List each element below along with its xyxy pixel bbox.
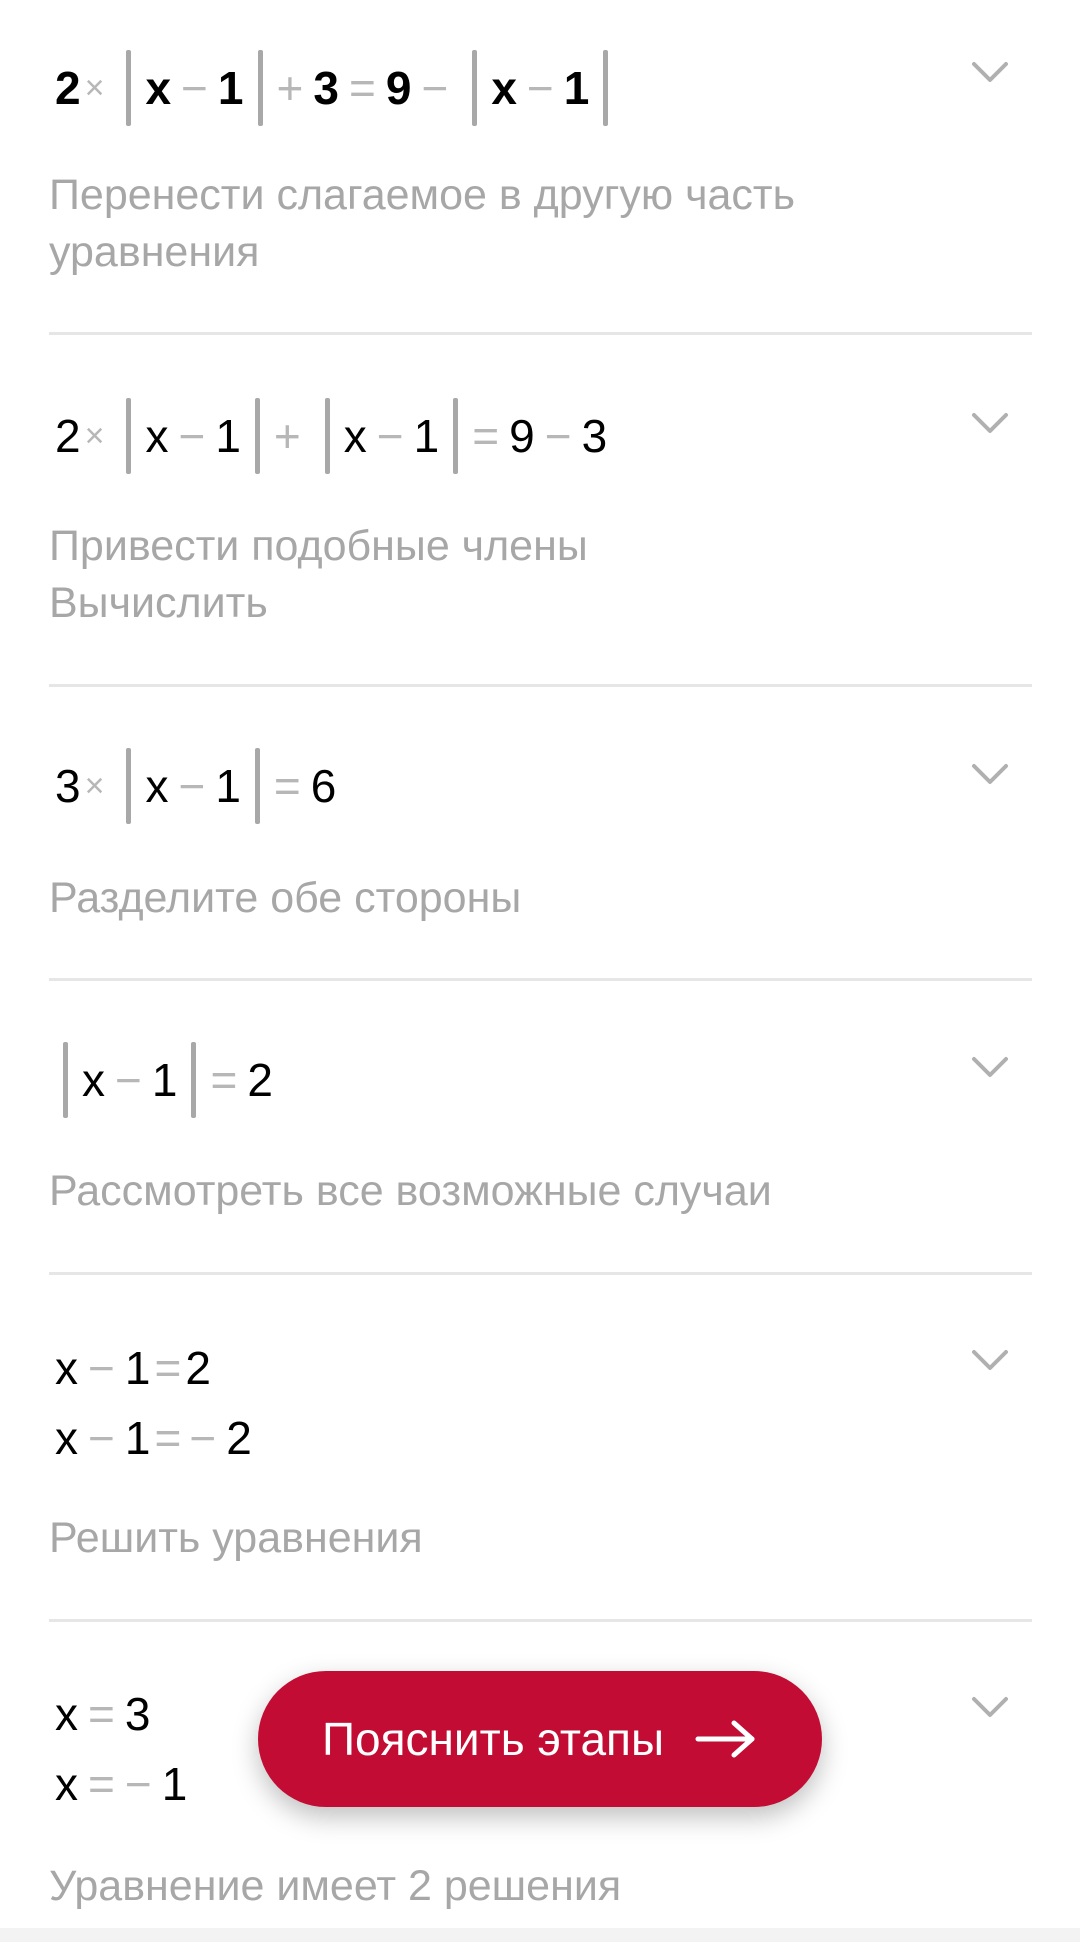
- divider: [49, 978, 1032, 981]
- minus-sign: −: [115, 1054, 142, 1106]
- minus-sign: −: [421, 62, 449, 114]
- variable: x: [343, 410, 367, 462]
- plus-sign: +: [276, 62, 304, 114]
- term: 1: [124, 1412, 151, 1464]
- variable: x: [55, 1758, 78, 1810]
- abs-bar-left: [126, 398, 131, 474]
- term: 6: [310, 760, 337, 812]
- plus-sign: +: [273, 410, 301, 462]
- chevron-down-icon[interactable]: [970, 403, 1010, 443]
- equals-sign: =: [273, 760, 301, 812]
- explain-steps-label: Пояснить этапы: [321, 1713, 665, 1765]
- minus-sign: −: [178, 410, 206, 462]
- term: 2: [55, 62, 81, 114]
- description-line: Вычислить: [49, 579, 268, 627]
- term: 1: [563, 62, 590, 114]
- step-2-equation: [55, 398, 607, 474]
- minus-sign: −: [178, 760, 206, 812]
- description-line: Перенести слагаемое в другую часть: [49, 171, 795, 219]
- equals-sign: =: [348, 62, 376, 114]
- minus-sign: −: [189, 1412, 217, 1464]
- step-3-equation: [55, 748, 336, 824]
- abs-bar-right: [258, 50, 263, 126]
- description-line: Решить уравнения: [49, 1514, 423, 1562]
- abs-bar-left: [325, 398, 330, 474]
- explain-steps-button[interactable]: [258, 1671, 822, 1807]
- minus-sign: −: [88, 1342, 115, 1394]
- term: 1: [151, 1054, 178, 1106]
- abs-bar-left: [472, 50, 477, 126]
- term: 9: [509, 410, 535, 462]
- term: 2: [55, 410, 81, 462]
- abs-bar-right: [453, 398, 458, 474]
- minus-sign: −: [181, 62, 208, 114]
- variable: x: [82, 1054, 105, 1106]
- term: 1: [413, 410, 440, 462]
- description-line: Уравнение имеет 2 решения: [49, 1862, 622, 1910]
- equals-sign: =: [88, 1758, 115, 1810]
- term: 1: [217, 62, 244, 114]
- equals-sign: =: [210, 1054, 238, 1106]
- times-sign: ×: [84, 417, 105, 455]
- step-6-description: [49, 1858, 949, 1915]
- bottom-bar: [0, 1928, 1080, 1942]
- term: 3: [124, 1688, 151, 1740]
- abs-bar-right: [255, 748, 260, 824]
- variable: x: [491, 62, 517, 114]
- variable: x: [55, 1412, 78, 1464]
- chevron-down-icon[interactable]: [970, 52, 1010, 92]
- description-line: Разделите обе стороны: [49, 874, 522, 922]
- arrow-right-icon: [694, 1719, 758, 1759]
- abs-bar-right: [191, 1042, 196, 1118]
- abs-bar-right: [603, 50, 608, 126]
- step-6-equation-line-2: [55, 1758, 188, 1810]
- step-1-description: [49, 167, 949, 281]
- variable: x: [145, 760, 169, 812]
- description-line: уравнения: [49, 228, 260, 276]
- variable: x: [145, 410, 169, 462]
- minus-sign: −: [544, 410, 572, 462]
- term: 1: [215, 410, 241, 462]
- step-5-equation-line-2: [55, 1412, 252, 1464]
- term: 2: [226, 1412, 252, 1464]
- minus-sign: −: [124, 1758, 152, 1810]
- term: 1: [215, 760, 241, 812]
- term: 1: [161, 1758, 188, 1810]
- minus-sign: −: [526, 62, 554, 114]
- chevron-down-icon[interactable]: [970, 754, 1010, 794]
- abs-bar-left: [126, 748, 131, 824]
- times-sign: ×: [84, 767, 105, 805]
- step-3-description: [49, 870, 949, 927]
- abs-bar-right: [255, 398, 260, 474]
- divider: [49, 684, 1032, 687]
- step-5-description: [49, 1510, 949, 1567]
- chevron-down-icon[interactable]: [970, 1687, 1010, 1727]
- equals-sign: =: [154, 1412, 182, 1464]
- equals-sign: =: [154, 1342, 182, 1394]
- abs-bar-left: [126, 50, 131, 126]
- divider: [49, 332, 1032, 335]
- step-5-equation-line-1: [55, 1342, 211, 1394]
- chevron-down-icon[interactable]: [970, 1340, 1010, 1380]
- chevron-down-icon[interactable]: [970, 1047, 1010, 1087]
- step-4-equation: [49, 1042, 273, 1118]
- equals-sign: =: [472, 410, 500, 462]
- divider: [49, 1619, 1032, 1622]
- term: 9: [385, 62, 412, 114]
- term: 3: [581, 410, 608, 462]
- term: 2: [185, 1342, 211, 1394]
- times-sign: ×: [84, 69, 105, 107]
- equals-sign: =: [88, 1688, 115, 1740]
- divider: [49, 1272, 1032, 1275]
- variable: x: [55, 1688, 78, 1740]
- variable: x: [55, 1342, 78, 1394]
- variable: x: [145, 62, 172, 114]
- term: 1: [124, 1342, 151, 1394]
- description-line: Рассмотреть все возможные случаи: [49, 1167, 772, 1215]
- term: 3: [313, 62, 339, 114]
- abs-bar-left: [63, 1042, 68, 1118]
- step-1-equation: [55, 50, 622, 126]
- step-4-description: [49, 1163, 949, 1220]
- step-6-equation-line-1: [55, 1688, 151, 1740]
- minus-sign: −: [376, 410, 404, 462]
- step-2-description: [49, 518, 949, 632]
- minus-sign: −: [88, 1412, 115, 1464]
- term: 2: [247, 1054, 273, 1106]
- description-line: Привести подобные члены: [49, 522, 588, 570]
- term: 3: [55, 760, 81, 812]
